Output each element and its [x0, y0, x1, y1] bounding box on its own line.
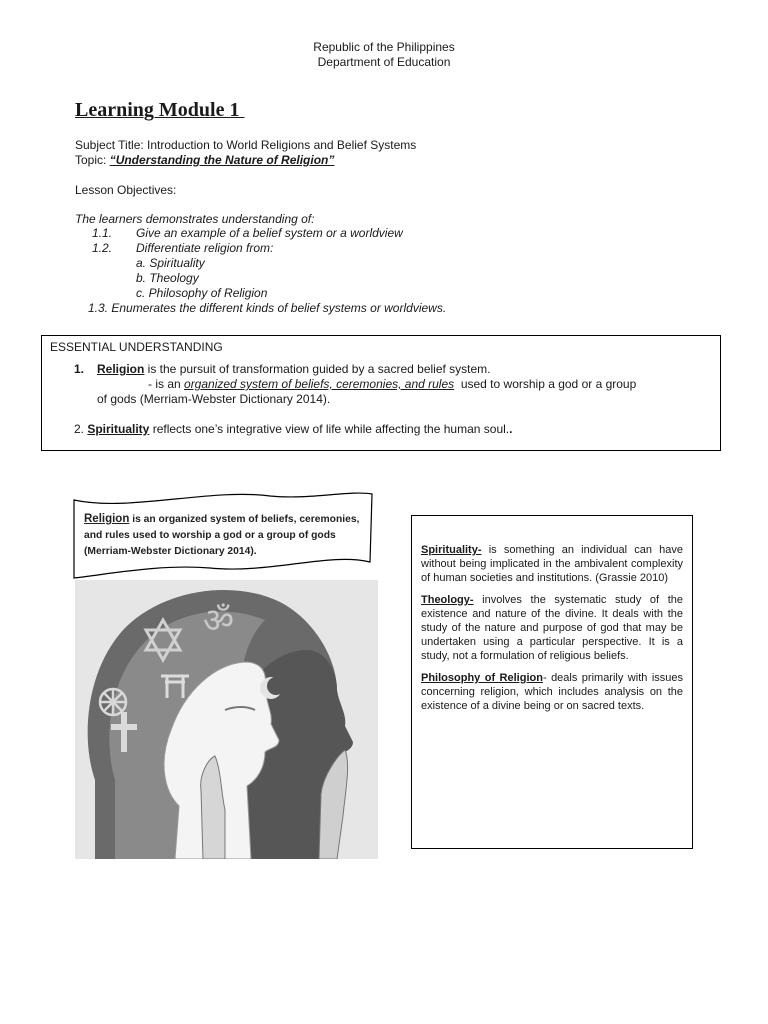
- module-title: Learning Module 1: [75, 99, 245, 121]
- essential-item1-line3: of gods (Merriam-Webster Dictionary 2014).: [97, 392, 331, 406]
- om-symbol-icon: ॐ: [203, 601, 235, 641]
- essential-item1-line2: [148, 377, 636, 392]
- religion-definition: is the pursuit of transformation guided by a sacred belief system.: [144, 362, 491, 376]
- objective-1-1: Give an example of a belief system or a worldview: [136, 226, 403, 240]
- spirituality-definition-paragraph: [421, 543, 683, 585]
- spirituality-definition: reflects one’s integrative view of life while affecting the human soul.: [149, 422, 510, 436]
- header-republic: Republic of the Philippines: [313, 40, 455, 54]
- objective-1-1-num: 1.1.: [92, 226, 113, 240]
- essential-item1: [97, 362, 491, 377]
- philosophy-def-term: Philosophy of Religion: [421, 672, 543, 684]
- spirituality-def-term: Spirituality-: [421, 544, 482, 556]
- topic-label: Topic:: [75, 153, 110, 167]
- objective-sub-b: b. Theology: [136, 271, 199, 285]
- spirituality-term: Spirituality: [87, 422, 150, 436]
- theology-definition-paragraph: [421, 593, 683, 663]
- objective-sub-c: c. Philosophy of Religion: [136, 286, 268, 300]
- header-department: Department of Education: [317, 55, 451, 69]
- objective-1-3: 1.3. Enumerates the different kinds of belief systems or worldviews.: [88, 301, 447, 315]
- religions-illustration: [75, 580, 378, 859]
- topic-line: [75, 153, 334, 168]
- theology-def-text: involves the systematic study of the existence and nature of the divine. It deals with the study of the nature and purpose of god that may be undertaken using a particular perspective. It is a study, not a formulation of religious beliefs.: [421, 594, 683, 662]
- theology-def-term: Theology-: [421, 594, 474, 606]
- religion-line2-suffix: used to worship a god or a group: [454, 377, 637, 391]
- objective-sub-a: a. Spirituality: [136, 256, 205, 270]
- callout-text: [84, 511, 360, 560]
- spirituality-def-text: is something an individual can have without being implicated in the ambivalent complexity of human societies and institutions. (Grassie 2010): [421, 544, 683, 584]
- objectives-heading: Lesson Objectives:: [75, 183, 177, 197]
- callout-religion-term: Religion: [84, 513, 130, 525]
- objectives-intro: The learners demonstrates understanding of:: [75, 212, 315, 226]
- essential-item2: 2. Spirituality reflects one’s integrative view of life while affecting the human soul..: [74, 422, 513, 436]
- religion-line2-prefix: - is an: [148, 377, 185, 391]
- essential-heading: ESSENTIAL UNDERSTANDING: [50, 340, 223, 354]
- callout-definition: is an organized system of beliefs, ceremonies, and rules used to worship a god or a group of gods (Merriam-Webster Dictionary 2014).: [84, 514, 360, 557]
- religion-line2-emphasis: organized system of beliefs, ceremonies, and rules: [184, 377, 455, 391]
- topic-value: “Understanding the Nature of Religion”: [109, 153, 335, 167]
- objective-1-2-num: 1.2.: [92, 241, 113, 255]
- philosophy-definition-paragraph: [421, 671, 683, 713]
- essential-item2-num: 2.: [74, 422, 88, 436]
- definitions-box: [411, 515, 693, 849]
- subject-title: Subject Title: Introduction to World Religions and Belief Systems: [75, 138, 417, 152]
- religion-term: Religion: [97, 362, 145, 376]
- objective-1-2: Differentiate religion from:: [136, 241, 274, 255]
- philosophy-def-text: - deals primarily with issues concerning religion, which includes analysis on the existence of a divine being or on sacred texts.: [421, 672, 683, 712]
- essential-item1-num: 1.: [74, 362, 85, 376]
